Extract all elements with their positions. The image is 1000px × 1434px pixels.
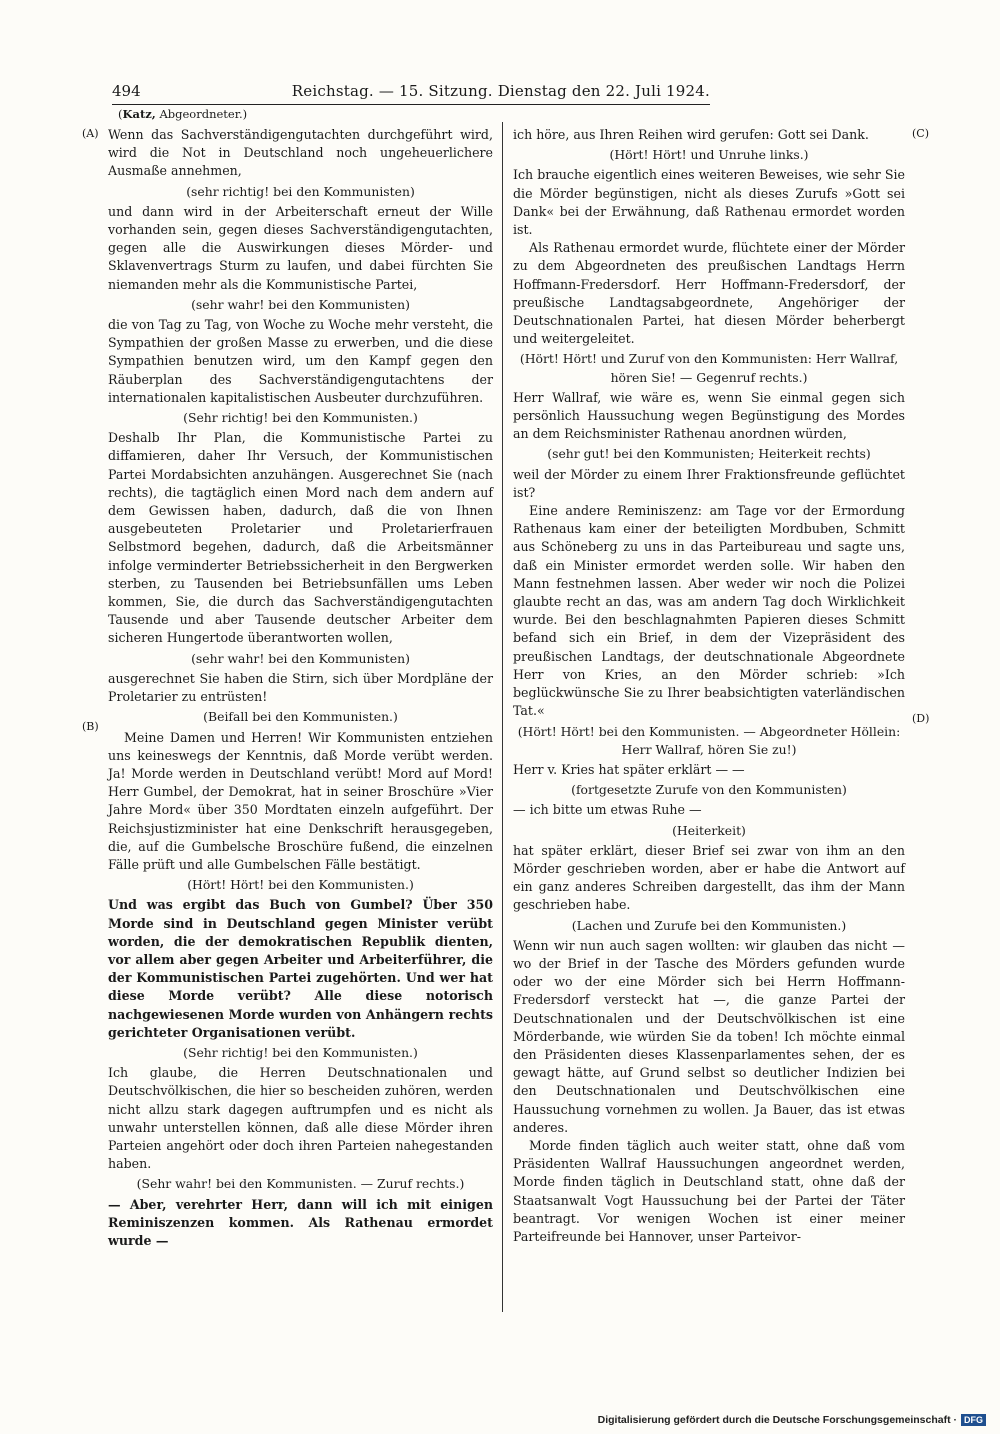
page-number: 494	[112, 82, 141, 100]
footer	[598, 1414, 986, 1426]
paragraph: und dann wird in der Arbeiterschaft erneut der Wille vorhanden sein, gegen dieses Sachverständigengutachten, gegen alle die Auswirkungen dieses Mörder- und Sklavenvertrags Sturm zu laufen, und dabei fürchten Sie niemanden mehr als die Kommunistische Partei,	[108, 203, 493, 292]
interjection: (Lachen und Zurufe bei den Kommunisten.)	[571, 917, 847, 933]
interjection: (Sehr richtig! bei den Kommunisten.)	[183, 410, 418, 426]
interjection: (Hört! Hört! bei den Kommunisten.)	[187, 877, 414, 893]
interjection: (sehr richtig! bei den Kommunisten)	[186, 183, 415, 199]
paragraph: Wenn das Sachverständigengutachten durchgeführt wird, wird die Not in Deutschland noch ungeheuerlichere Ausmaße annehmen,	[108, 127, 493, 179]
paragraph: hat später erklärt, dieser Brief sei zwar von ihm an den Mörder geschrieben worden, aber er habe die Antwort auf ein ganz anderes Schreiben dargestellt, das ihm der Mann geschrieben habe.	[513, 842, 905, 913]
page-title: Reichstag. — 15. Sitzung. Dienstag den 22. Juli 1924.	[291, 82, 710, 100]
margin-mark-b: (B)	[82, 720, 99, 733]
column-divider	[502, 122, 503, 1312]
paragraph: Und was ergibt das Buch von Gumbel? Über 350 Morde sind in Deutschland gegen Minister verübt worden, die der demokratischen Republik dienten, vor allem aber gegen Arbeiter und Arbeiterführer, die der Kommunistischen Partei zugehörten. Und wer hat diese Morde verübt? Alle diese notorisch nachgewiesenen Morde wurden von Anhängern rechts gerichteter Organisationen verübt.	[108, 897, 493, 1040]
interjection: (Hört! Hört! und Unruhe links.)	[609, 147, 809, 163]
paragraph: weil der Mörder zu einem Ihrer Fraktionsfreunde geflüchtet ist?	[513, 466, 905, 500]
footer-text: Digitalisierung gefördert durch die Deutsche Forschungsgemeinschaft ·	[597, 1414, 957, 1426]
page-header	[112, 82, 710, 104]
speaker-label: (Katz, Abgeordneter.)	[118, 107, 248, 121]
interjection: (Heiterkeit)	[672, 822, 746, 838]
paragraph: — Aber, verehrter Herr, dann will ich mit einigen Reminiszenzen kommen. Als Rathenau ermordet wurde —	[108, 1196, 493, 1248]
paragraph: ausgerechnet Sie haben die Stirn, sich über Mordpläne der Proletarier zu entrüsten!	[108, 670, 493, 705]
paragraph: Als Rathenau ermordet wurde, flüchtete einer der Mörder zu dem Abgeordneten des preußischen Landtags Herrn Hoffmann-Fredersdorf. Herr Hoffmann-Fredersdorf, der preußische Landtagsabgeordnete, Angehöriger der Deutschnationalen Partei, hat diesen Mörder beherbergt und weitergeleitet.	[513, 240, 905, 347]
paragraph: Morde finden täglich auch weiter statt, ohne daß vom Präsidenten Wallraf Haussuchungen angeordnet werden, Morde finden täglich in Deutschland statt, ohne daß der Staatsanwalt Vogt Haussuchung bei der Partei der Täter beantragt. Vor wenigen Wochen ist einer meiner Parteifreunde bei Hannover, unser Parteivor-	[513, 1137, 905, 1244]
interjection: (Sehr richtig! bei den Kommunisten.)	[183, 1044, 418, 1060]
paragraph: Deshalb Ihr Plan, die Kommunistische Partei zu diffamieren, daher Ihr Versuch, der Kommunistischen Partei Mordabsichten anzuhängen. Ausgerechnet Sie (nach rechts), die tagtäglich einen Mord nach dem andern auf dem Gewissen haben, dadurch, daß die von Ihnen ausgebeuteten Proletarier und Proletarierfrauen Selbstmord begehen, dadurch, daß die Arbeitsmänner infolge verminderter Betriebssicherheit in den Bergwerken sterben, zu Tausenden bei Betriebsunfällen ums Leben kommen, Sie, die durch das Sachverständigengutachten Tausende und aber Tausende deutscher Arbeiter dem sicheren Hungertode überantworten wollen,	[108, 430, 493, 646]
interjection: (Sehr wahr! bei den Kommunisten. — Zuruf rechts.)	[136, 1176, 465, 1192]
speaker-role: Abgeordneter.)	[159, 107, 248, 121]
interjection: (Hört! Hört! bei den Kommunisten. — Abgeordneter Höllein: Herr Wallraf, hören Sie zu!)	[517, 723, 901, 757]
paragraph: — ich bitte um etwas Ruhe —	[513, 802, 702, 818]
paragraph: Ich glaube, die Herren Deutschnationalen und Deutschvölkischen, die hier so bescheiden zuhören, werden nicht allzu stark dagegen auftrumpfen und es nicht als unwahr unterstellen können, daß alle diese Mörder ihren Parteien angehört oder doch ihren Parteien nahegestanden haben.	[108, 1065, 493, 1172]
paragraph: Ich brauche eigentlich eines weiteren Beweises, wie sehr Sie die Mörder begünstigen, nicht als dieses Zurufs »Gott sei Dank« bei der Erwähnung, daß Rathenau ermordet worden ist.	[513, 167, 905, 238]
interjection: (Beifall bei den Kommunisten.)	[203, 709, 398, 725]
interjection: (sehr wahr! bei den Kommunisten)	[191, 296, 410, 312]
paragraph: Herr v. Kries hat später erklärt — —	[513, 761, 745, 777]
paragraph: Wenn wir nun auch sagen wollten: wir glauben das nicht — wo der Brief in der Tasche des Mörders gefunden wurde oder wo der eine Mörder sich bei Herrn Hoffmann-Fredersdorf versteckt hat —, die ganze Partei der Deutschnationalen und der Deutschvölkischen ist eine Mörderbande, wie würden Sie da toben! Ich möchte einmal den Präsidenten dieses Klassenparlamentes sehen, der es gewagt hätte, auf Grund selbst so deutlicher Indizien bei den Deutschnationalen und Deutschvölkischen eine Haussuchung vornehmen zu wollen. Ja Bauer, das ist etwas anderes.	[513, 937, 905, 1135]
header-rule	[112, 104, 710, 105]
margin-mark-a: (A)	[82, 127, 99, 140]
paragraph: Meine Damen und Herren! Wir Kommunisten entziehen uns keineswegs der Kenntnis, daß Morde verübt werden. Ja! Morde werden in Deutschland verübt! Mord auf Mord! Herr Gumbel, der Demokrat, hat in seiner Broschüre »Vier Jahre Mord« über 350 Mordtaten einzeln aufgeführt. Der Reichsjustizminister hat eine Denkschrift herausgegeben, die, auf die Gumbelsche Broschüre fußend, die einzelnen Fälle prüft und alle Gumbelschen Fälle bestätigt.	[108, 729, 493, 872]
margin-mark-c: (C)	[912, 127, 929, 140]
interjection: (sehr wahr! bei den Kommunisten)	[191, 650, 410, 666]
paragraph: ich höre, aus Ihren Reihen wird gerufen: Gott sei Dank.	[513, 127, 869, 142]
margin-mark-d: (D)	[912, 712, 930, 725]
right-column	[513, 126, 905, 1246]
paragraph: Eine andere Reminiszenz: am Tage vor der Ermordung Rathenaus kam einer der beteiligten Mordbuben, Schmitt aus Schöneberg zu uns in das Parteibureau und sagte uns, daß ein Minister ermordet werden solle. Wir haben den Mann festnehmen lassen. Aber weder wir noch die Polizei glaubte recht an das, was am andern Tag doch Wirklichkeit wurde. Bei den beschlagnahmten Papieren dieses Schmitt befand sich ein Brief, in dem der Vizepräsident des preußischen Landtags, der deutschnationale Abgeordnete Herr von Kries, an den Mörder schrieb: »Ich beglückwünsche Sie zu Ihrer beabsichtigten vaterländischen Tat.«	[513, 503, 905, 719]
speaker-name: Katz,	[122, 107, 156, 121]
paragraph: die von Tag zu Tag, von Woche zu Woche mehr versteht, die Sympathien der großen Masse zu erwerben, und die diese Sympathien benutzen wird, um den Kampf gegen den Räuberplan des Sachverständigengutachtens der internationalen kapitalistischen Ausbeuter durchzuführen.	[108, 317, 493, 405]
left-column	[108, 126, 493, 1250]
paragraph: Herr Wallraf, wie wäre es, wenn Sie einmal gegen sich persönlich Haussuchung wegen Begünstigung des Mordes an dem Reichsminister Rathenau anordnen würden,	[513, 389, 905, 442]
interjection: (Hört! Hört! und Zuruf von den Kommunisten: Herr Wallraf, hören Sie! — Gegenruf rechts.)	[519, 351, 899, 385]
interjection: (fortgesetzte Zurufe von den Kommunisten)	[571, 782, 847, 798]
interjection: (sehr gut! bei den Kommunisten; Heiterkeit rechts)	[547, 446, 871, 462]
dfg-logo: DFG	[961, 1414, 986, 1426]
